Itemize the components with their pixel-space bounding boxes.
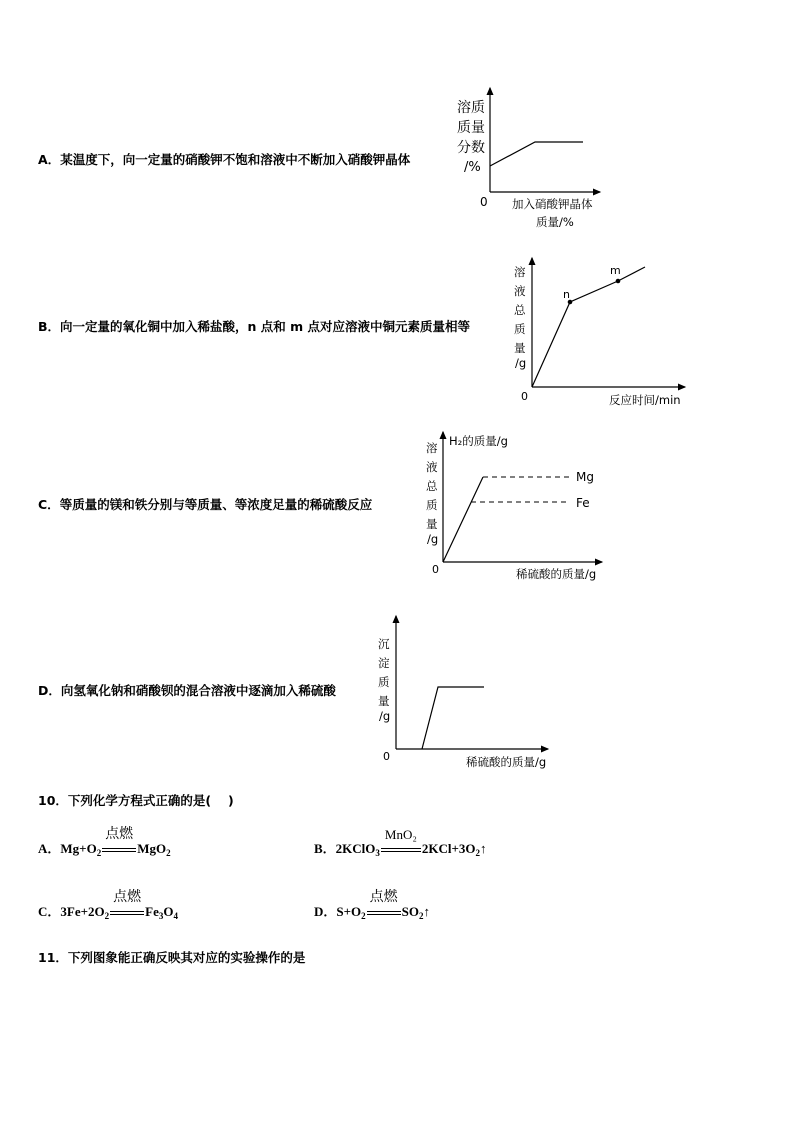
y-label-1: 沉: [378, 637, 390, 651]
option-a-label: A．: [38, 152, 61, 167]
y-label-5: 量: [514, 341, 526, 355]
point-m: [616, 279, 621, 284]
q10-c-left: 3Fe+2O: [60, 904, 105, 919]
reaction-condition: [367, 889, 401, 920]
reaction-condition: [381, 827, 421, 857]
y-label-6: /g: [515, 356, 527, 370]
q10-c-label: C．: [38, 904, 61, 919]
option-d: [38, 681, 336, 699]
q10-a-left-sub: 2: [96, 848, 102, 858]
option-b: [38, 317, 470, 335]
q10-b-right: 2KCl+3O: [421, 841, 476, 856]
question-11-stem: 11．下列图象能正确反映其对应的实验操作的是: [38, 950, 306, 965]
option-c-text: 等质量的镁和铁分别与等质量、等浓度足量的稀硫酸反应: [59, 497, 373, 512]
q10-d-right: SO: [401, 904, 419, 919]
y-label-4: /%: [464, 160, 481, 175]
y-label-2: 液: [426, 460, 438, 474]
q10-c-right2: O: [163, 904, 174, 919]
y-label-3: 质: [378, 675, 390, 689]
gas-arrow: ↑: [423, 904, 430, 919]
q10-a-right: MgO: [137, 841, 167, 856]
y-label-2: 淀: [378, 656, 390, 670]
top-label: H₂的质量/g: [449, 434, 508, 448]
y-label-3: 总: [426, 479, 438, 493]
graph-b: [505, 250, 695, 410]
q10-d-label: D．: [314, 904, 337, 919]
reaction-condition: [102, 826, 136, 857]
origin-label: 0: [480, 195, 488, 209]
series-fe-label: Fe: [576, 496, 590, 510]
condition-text: MnO₂: [384, 827, 417, 842]
q10-a-label: A．: [38, 841, 61, 856]
point-n-label: n: [563, 288, 570, 301]
graph-c: [420, 428, 620, 588]
q10-c-right: Fe: [145, 904, 159, 919]
option-b-text: 向一定量的氧化铜中加入稀盐酸，n 点和 m 点对应溶液中铜元素质量相等: [60, 319, 471, 334]
y-label-4: 质: [426, 498, 438, 512]
q10-c-right2-sub: 4: [173, 911, 178, 921]
q10-c-left-sub: 2: [104, 911, 110, 921]
q10-d-left: S+O: [336, 904, 362, 919]
q10-d-left-sub: 2: [361, 911, 366, 921]
q10-option-c: [38, 889, 178, 921]
y-label-1: 溶质: [457, 100, 485, 116]
curve-a: [490, 142, 583, 166]
q10-b-label: B．: [314, 841, 336, 856]
option-c: [38, 495, 372, 513]
option-a-text: 某温度下，向一定量的硝酸钾不饱和溶液中不断加入硝酸钾晶体: [60, 152, 411, 167]
condition-text: 点燃: [113, 889, 142, 905]
q10-b-left-sub: 3: [375, 848, 380, 858]
question-10-stem: 10．下列化学方程式正确的是( ): [38, 793, 234, 808]
origin-label: 0: [521, 390, 528, 403]
graph-a: [440, 78, 620, 238]
q10-d-right-sub: 2: [418, 911, 424, 921]
y-label-3: 总: [514, 303, 526, 317]
option-d-text: 向氢氧化钠和硝酸钡的混合溶液中逐滴加入稀硫酸: [60, 683, 336, 698]
curve-mg-rise: [443, 477, 483, 562]
y-label-5: /g: [379, 709, 391, 723]
condition-text: 点燃: [105, 826, 134, 842]
x-label-2: 质量/%: [536, 215, 574, 229]
option-b-label: B．: [38, 319, 61, 334]
curve-b: [532, 267, 645, 387]
option-a: [38, 150, 410, 168]
option-c-label: C．: [38, 497, 60, 512]
y-label-1: 溶: [426, 441, 438, 455]
y-label-5: 量: [426, 517, 438, 531]
q10-b-left: 2KClO: [335, 841, 376, 856]
y-label-2: 质量: [457, 120, 485, 136]
option-d-label: D．: [38, 683, 61, 698]
condition-text: 点燃: [369, 889, 398, 905]
y-label-1: 溶: [514, 265, 526, 279]
x-label-1: 加入硝酸钾晶体: [512, 197, 593, 211]
y-label-2: 液: [514, 284, 526, 298]
q10-option-b: [314, 827, 487, 858]
x-label: 反应时间/min: [609, 393, 681, 407]
q10-option-a: [38, 826, 171, 858]
x-label: 稀硫酸的质量/g: [466, 755, 547, 769]
x-label: 稀硫酸的质量/g: [516, 567, 597, 581]
q10-c-right-sub: 3: [158, 911, 164, 921]
graph-d: [372, 612, 562, 772]
y-label-4: 量: [378, 694, 390, 708]
y-label-3: 分数: [457, 140, 485, 156]
y-label-6: /g: [427, 532, 439, 546]
gas-arrow: ↑: [480, 841, 487, 856]
q10-b-right-sub: 2: [475, 848, 481, 858]
q10-option-d: [314, 889, 430, 921]
q10-a-left: Mg+O: [60, 841, 97, 856]
q10-a-right-sub: 2: [166, 848, 171, 858]
reaction-condition: [110, 889, 144, 920]
origin-label: 0: [432, 563, 439, 576]
point-m-label: m: [610, 264, 621, 277]
origin-label: 0: [383, 750, 390, 763]
series-mg-label: Mg: [576, 470, 594, 484]
y-label-4: 质: [514, 322, 526, 336]
curve-d: [422, 687, 484, 749]
